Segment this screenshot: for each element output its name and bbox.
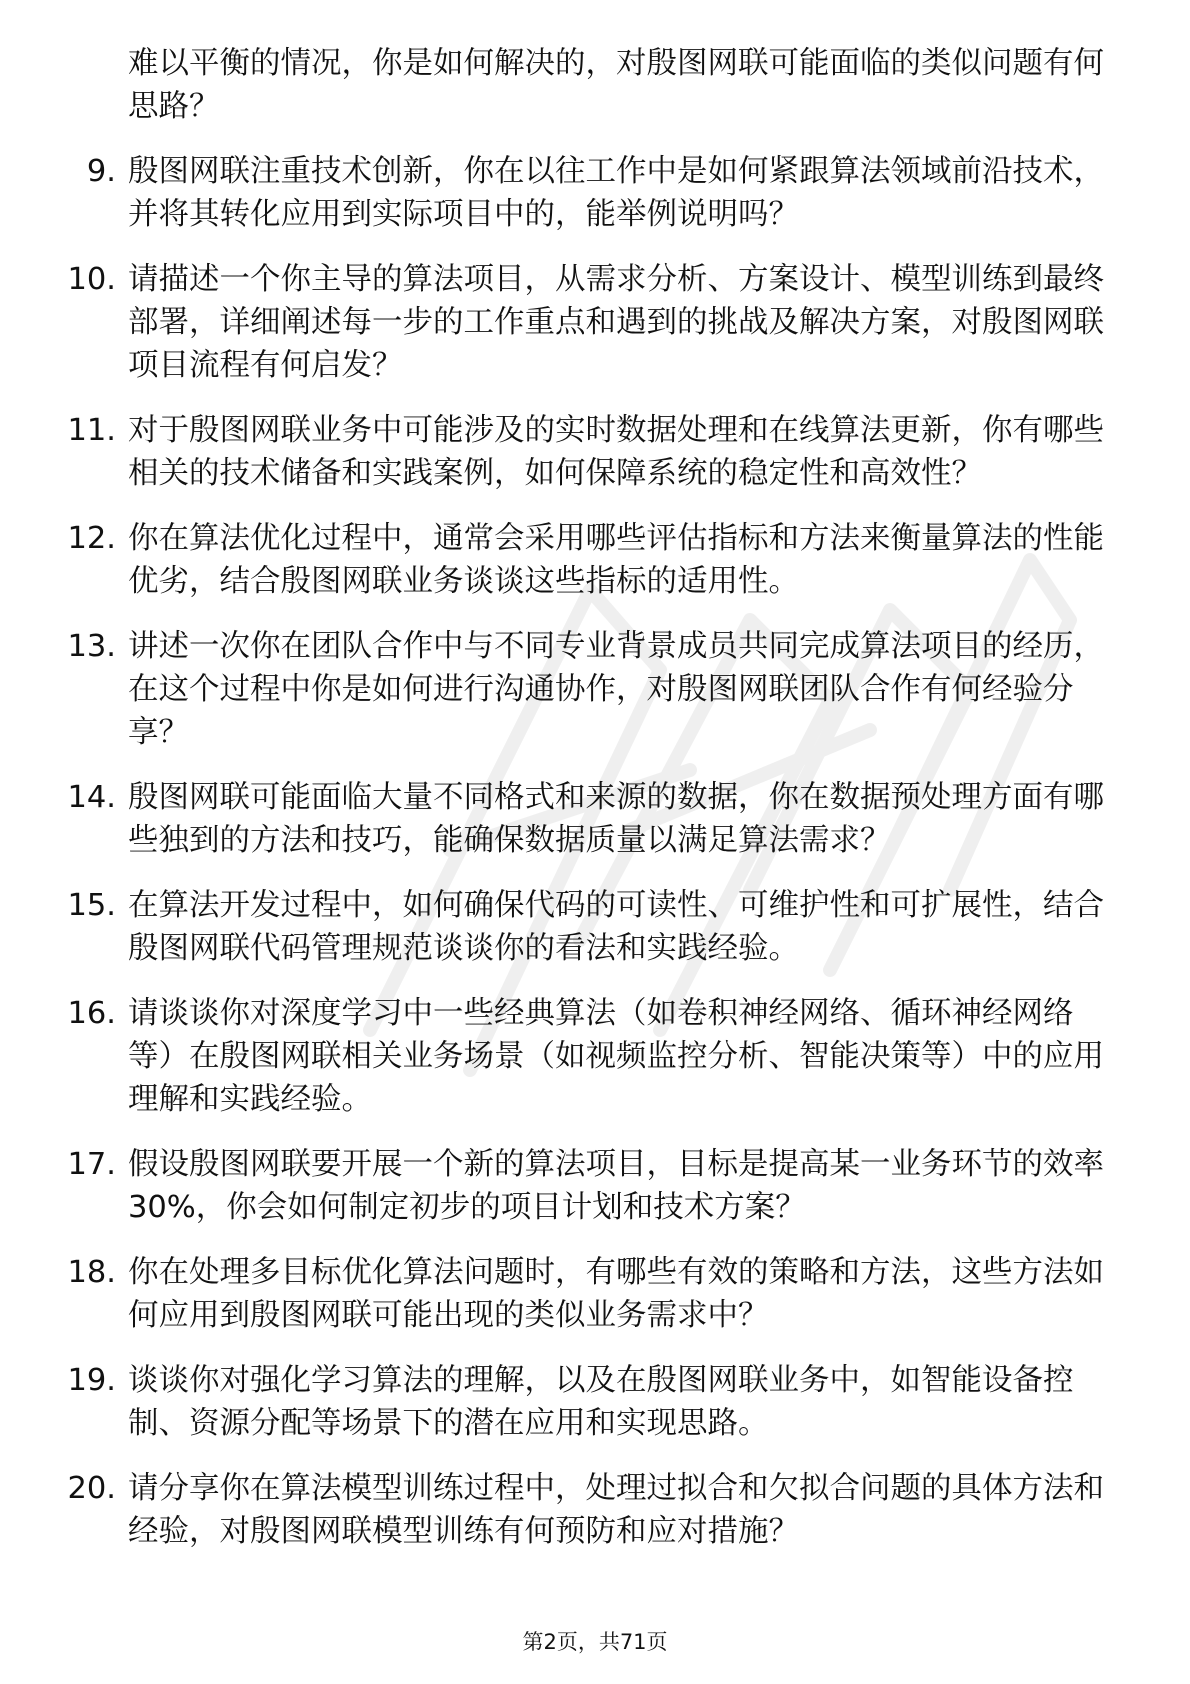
question-number: 11. <box>67 413 116 448</box>
question-item <box>60 1359 1110 1445</box>
continuation-text: 难以平衡的情况，你是如何解决的，对殷图网联可能面临的类似问题有何思路？ <box>128 46 1104 124</box>
question-number: 12. <box>67 521 116 556</box>
question-number: 18. <box>67 1255 116 1290</box>
question-text: 在算法开发过程中，如何确保代码的可读性、可维护性和可扩展性，结合殷图网联代码管理规范谈谈你的看法和实践经验。 <box>128 888 1104 966</box>
question-text: 对于殷图网联业务中可能涉及的实时数据处理和在线算法更新，你有哪些相关的技术储备和实践案例，如何保障系统的稳定性和高效性？ <box>128 413 1104 491</box>
question-text: 请描述一个你主导的算法项目，从需求分析、方案设计、模型训练到最终部署，详细阐述每一步的工作重点和遇到的挑战及解决方案，对殷图网联项目流程有何启发？ <box>128 262 1104 383</box>
question-text: 你在算法优化过程中，通常会采用哪些评估指标和方法来衡量算法的性能优劣，结合殷图网联业务谈谈这些指标的适用性。 <box>128 521 1104 599</box>
question-number: 13. <box>67 629 116 664</box>
question-number: 16. <box>67 996 116 1031</box>
question-number: 17. <box>67 1147 116 1182</box>
question-text: 你在处理多目标优化算法问题时，有哪些有效的策略和方法，这些方法如何应用到殷图网联可能出现的类似业务需求中？ <box>128 1255 1104 1333</box>
page-footer: 第2页，共71页 <box>522 1630 668 1654</box>
question-number: 10. <box>67 262 116 297</box>
question-number: 19. <box>67 1363 116 1398</box>
question-item <box>60 625 1110 754</box>
question-item <box>60 409 1110 495</box>
question-text: 讲述一次你在团队合作中与不同专业背景成员共同完成算法项目的经历，在这个过程中你是如何进行沟通协作，对殷图网联团队合作有何经验分享？ <box>128 629 1104 750</box>
question-text: 请谈谈你对深度学习中一些经典算法（如卷积神经网络、循环神经网络等）在殷图网联相关业务场景（如视频监控分析、智能决策等）中的应用理解和实践经验。 <box>128 996 1104 1117</box>
question-text: 请分享你在算法模型训练过程中，处理过拟合和欠拟合问题的具体方法和经验，对殷图网联模型训练有何预防和应对措施？ <box>128 1471 1104 1549</box>
question-item <box>60 517 1110 603</box>
question-text: 谈谈你对强化学习算法的理解，以及在殷图网联业务中，如智能设备控制、资源分配等场景下的潜在应用和实现思路。 <box>128 1363 1074 1441</box>
question-text: 殷图网联注重技术创新，你在以往工作中是如何紧跟算法领域前沿技术，并将其转化应用到实际项目中的，能举例说明吗？ <box>128 154 1104 232</box>
question-item <box>60 992 1110 1121</box>
question-item <box>60 1467 1110 1553</box>
question-number: 20. <box>67 1471 116 1506</box>
question-item <box>60 1251 1110 1337</box>
question-list <box>60 42 1110 1575</box>
question-number: 15. <box>67 888 116 923</box>
question-item <box>60 258 1110 387</box>
question-item <box>60 150 1110 236</box>
question-text: 殷图网联可能面临大量不同格式和来源的数据，你在数据预处理方面有哪些独到的方法和技巧，能确保数据质量以满足算法需求？ <box>128 780 1104 858</box>
question-number: 14. <box>67 780 116 815</box>
question-item <box>60 884 1110 970</box>
question-item <box>60 1143 1110 1229</box>
question-number: 9. <box>86 154 116 189</box>
question-text: 假设殷图网联要开展一个新的算法项目，目标是提高某一业务环节的效率30%，你会如何制定初步的项目计划和技术方案？ <box>128 1147 1104 1225</box>
question-item <box>60 776 1110 862</box>
